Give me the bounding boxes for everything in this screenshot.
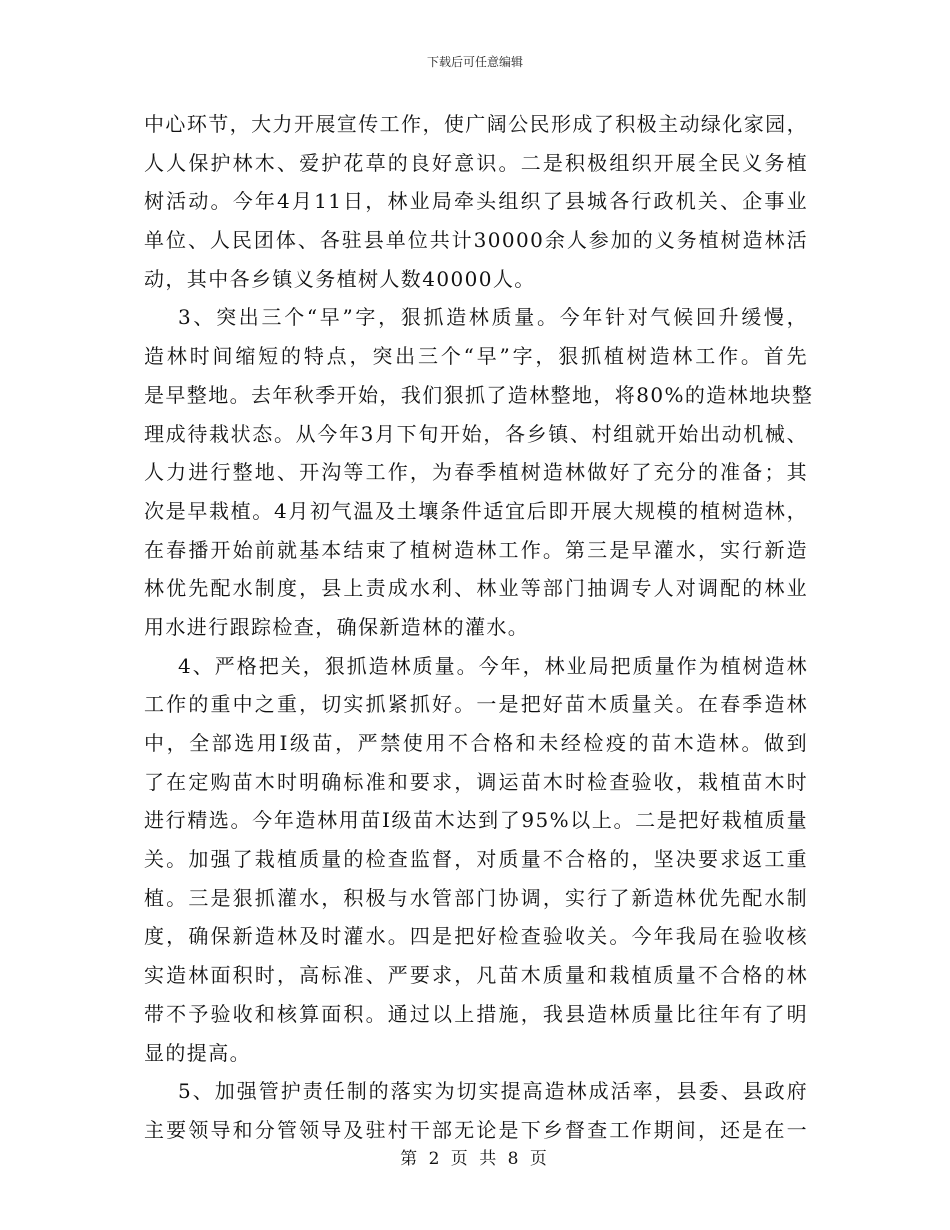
body-text-line: 动，其中各乡镇义务植树人数40000人。 [144,266,536,291]
body-text-line: 中心环节，大力开展宣传工作，使广阔公民形成了积极主动绿化家园， [144,112,808,136]
body-text-line: 人人保护林木、爱护花草的良好意识。二是积极组织开展全民义务植 [144,150,808,175]
body-text-line: 5、加强管护责任制的落实为切实提高造林成活率，县委、县政府 [178,1079,808,1104]
body-text-line: 是早整地。去年秋季开始，我们狠抓了造林整地，将80%的造林地块整 [144,382,814,407]
body-text-line: 次是早栽植。4月初气温及土壤条件适宜后即开展大规模的植树造林， [144,498,808,523]
body-text-line: 用水进行跟踪检查，确保新造林的灌水。 [144,614,530,639]
body-text-line: 工作的重中之重，切实抓紧抓好。一是把好苗木质量关。在春季造林 [144,692,808,717]
body-text-line: 度，确保新造林及时灌水。四是把好检查验收关。今年我局在验收核 [144,924,808,949]
body-text-line: 中，全部选用Ⅰ级苗，严禁使用不合格和未经检疫的苗木造林。做到 [144,731,808,755]
body-text-line: 造林时间缩短的特点，突出三个“早”字，狠抓植树造林工作。首先 [144,344,808,369]
page-header: 下载后可任意编辑 [426,55,523,69]
body-text-line: 林优先配水制度，县上责成水利、林业等部门抽调专人对调配的林业 [144,576,808,601]
body-text-line: 实造林面积时，高标准、严要求，凡苗木质量和栽植质量不合格的林 [144,963,808,988]
body-text-line: 理成待栽状态。从今年3月下旬开始，各乡镇、村组就开始出动机械、 [144,421,808,446]
body-text-line: 树活动。今年4月11日，林业局牵头组织了县城各行政机关、企事业 [144,189,808,214]
body-text-line: 了在定购苗木时明确标准和要求，调运苗木时检查验收，栽植苗木时 [144,769,808,794]
body-text-line: 在春播开始前就基本结束了植树造林工作。第三是早灌水，实行新造 [144,537,808,562]
body-text-line: 人力进行整地、开沟等工作，为春季植树造林做好了充分的准备；其 [144,460,808,485]
body-text-line: 4、严格把关，狠抓造林质量。今年，林业局把质量作为植树造林 [178,653,808,678]
body-text-line: 主要领导和分管领导及驻村干部无论是下乡督查工作期间，还是在一 [144,1117,808,1142]
body-text-line: 植。三是狠抓灌水，积极与水管部门协调，实行了新造林优先配水制 [144,885,808,910]
body-text-line: 显的提高。 [144,1040,251,1065]
body-text-line: 带不予验收和核算面积。通过以上措施，我县造林质量比往年有了明 [144,1001,808,1026]
body-text-line: 关。加强了栽植质量的检查监督，对质量不合格的，坚决要求返工重 [144,847,808,872]
body-text-line: 3、突出三个“早”字，狠抓造林质量。今年针对气候回升缓慢， [178,305,808,330]
document-body [144,105,814,1150]
body-text-line: 进行精选。今年造林用苗Ⅰ级苗木达到了95%以上。二是把好栽植质量 [144,808,808,833]
page-footer: 第 2 页 共 8 页 [400,1149,550,1169]
body-text-line: 单位、人民团体、各驻县单位共计30000余人参加的义务植树造林活 [144,228,808,253]
